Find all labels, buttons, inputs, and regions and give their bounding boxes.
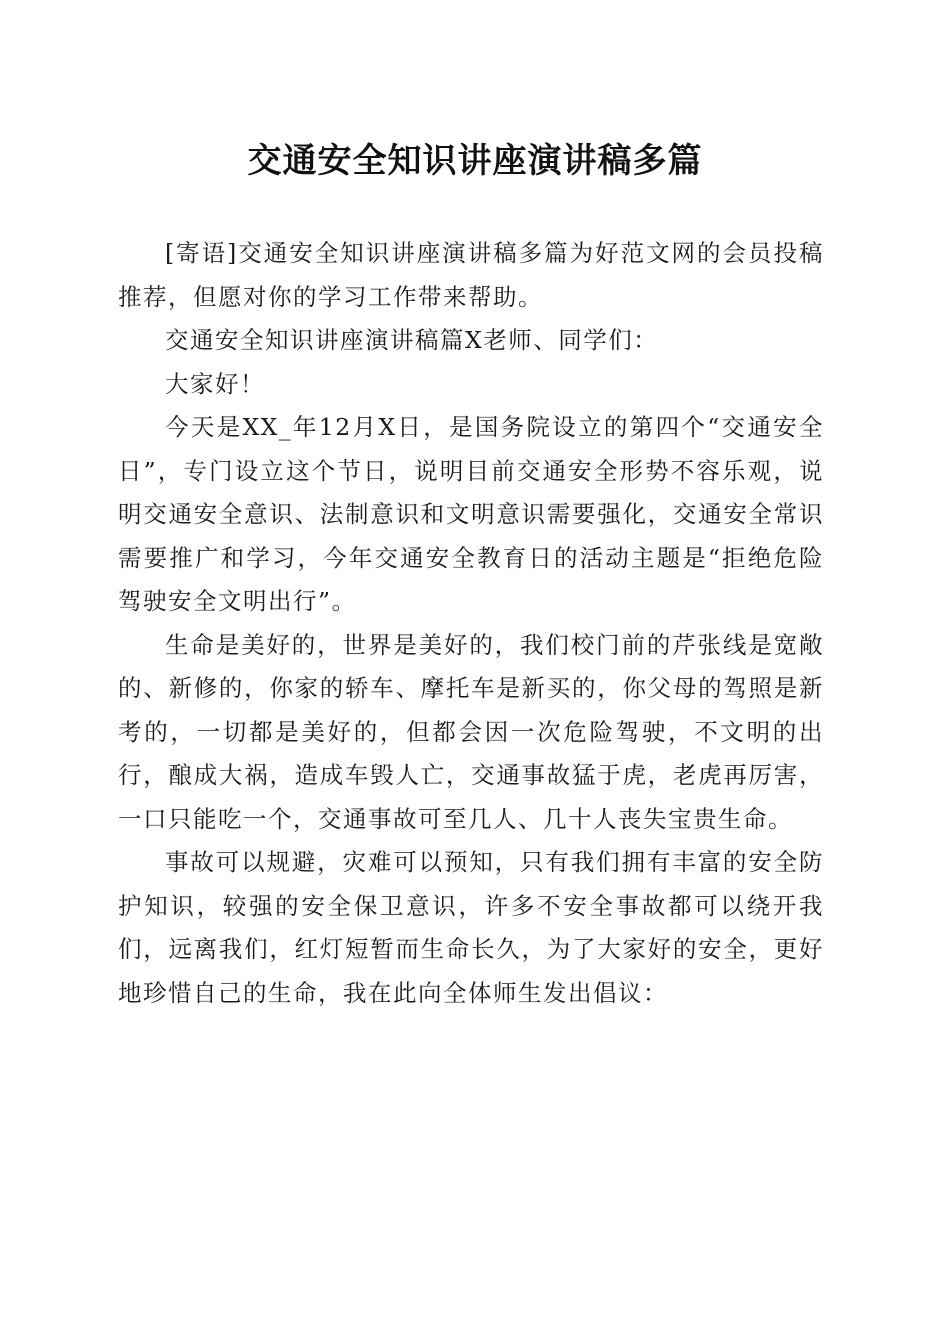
paragraph-greeting: 大家好！ [165,369,265,398]
paragraph-proposal: 事故可以规避，灾难可以预知，只有我们拥有丰富的安全防护知识，较强的安全保卫意识，许多不安全事故都可以绕开我们，远离我们，红灯短暂而生命长久，为了大家好的安全，更好地珍惜自己的生命，我在此向全体师生发出倡议： [118,848,824,1007]
document-body [118,232,824,1015]
paragraph-safety-day: 今天是XX_年12月X日，是国务院设立的第四个“交通安全日”，专门设立这个节日，说明目前交通安全形势不容乐观，说明交通安全意识、法制意识和文明意识需要强化，交通安全常识需要推广和学习，今年交通安全教育日的活动主题是“拒绝危险驾驶安全文明出行”。 [118,413,824,615]
page-title: 交通安全知识讲座演讲稿多篇 [247,141,703,181]
paragraph-life: 生命是美好的，世界是美好的，我们校门前的芹张线是宽敞的、新修的，你家的轿车、摩托车是新买的，你父母的驾照是新考的，一切都是美好的，但都会因一次危险驾驶，不文明的出行，酿成大祸，造成车毁人亡，交通事故猛于虎，老虎再厉害，一口只能吃一个，交通事故可至几人、几十人丧失宝贵生命。 [118,630,824,833]
paragraph-intro: [寄语]交通安全知识讲座演讲稿多篇为好范文网的会员投稿推荐，但愿对你的学习工作带来帮助。 [118,239,824,311]
paragraph-heading: 交通安全知识讲座演讲稿篇X老师、同学们： [165,326,659,354]
